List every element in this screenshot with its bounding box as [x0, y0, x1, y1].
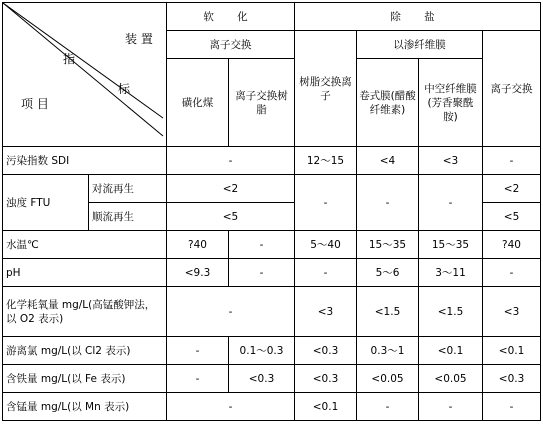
row-label: 含锰量 mg/L(以 Mn 表示) [3, 393, 167, 421]
spiral-membrane-header: 卷式膜(醋酸纤维素) [357, 59, 419, 147]
cell: <9.3 [167, 259, 229, 287]
cell: - [167, 365, 229, 393]
cell: <0.3 [483, 365, 541, 393]
cell: 15～35 [419, 231, 483, 259]
cell: 12～15 [295, 147, 357, 175]
cell: - [483, 147, 541, 175]
cell: 15～35 [357, 231, 419, 259]
cell: <2 [483, 175, 541, 203]
cell: - [167, 147, 295, 175]
table-row [3, 287, 541, 337]
cell: <0.1 [483, 337, 541, 365]
cell: <2 [167, 175, 295, 203]
cell: <5 [167, 203, 295, 231]
cell: ?40 [483, 231, 541, 259]
resin-ion-exchange-header: 树脂交换离子 [295, 31, 357, 147]
desal-ion-exchange-header: 离子交换 [483, 31, 541, 147]
row-label: 浊度 FTU [3, 175, 89, 231]
corner-diagonal-lines [3, 3, 166, 146]
cell: <3 [295, 287, 357, 337]
corner-header-cell [3, 3, 167, 147]
cell: <0.3 [295, 337, 357, 365]
corner-indicator-label: 指 [63, 52, 76, 66]
softening-header: 软 化 [167, 3, 295, 31]
cell: - [295, 175, 357, 231]
cell: <0.05 [419, 365, 483, 393]
table-row [3, 147, 541, 175]
cell: - [295, 259, 357, 287]
cell: <0.1 [295, 393, 357, 421]
corner-item-label: 项 目 [21, 97, 49, 111]
table-row [3, 259, 541, 287]
cell: <0.1 [419, 337, 483, 365]
hollow-fiber-header: 中空纤维膜(芳香聚酰胺) [419, 59, 483, 147]
ion-exchange-resin-header: 离子交换树脂 [229, 59, 295, 147]
corner-target-label: 标 [118, 82, 131, 96]
cell: <1.5 [357, 287, 419, 337]
cell: 5～6 [357, 259, 419, 287]
cell: - [167, 337, 229, 365]
cell: <3 [419, 147, 483, 175]
row-label: 污染指数 SDI [3, 147, 167, 175]
cell: 3～11 [419, 259, 483, 287]
corner-device-label: 装 置 [125, 32, 153, 46]
cell: 0.1～0.3 [229, 337, 295, 365]
permeation-membrane-header: 以渗纤维膜 [357, 31, 483, 59]
table-row [3, 393, 541, 421]
cell: <0.05 [357, 365, 419, 393]
cell: - [167, 393, 295, 421]
water-quality-table [2, 2, 541, 421]
row-label: 水温℃ [3, 231, 167, 259]
table-row [3, 231, 541, 259]
cell: - [357, 393, 419, 421]
cell: <0.3 [295, 365, 357, 393]
row-label: 游离氯 mg/L(以 Cl2 表示) [3, 337, 167, 365]
cell: - [229, 259, 295, 287]
cell: - [229, 231, 295, 259]
desalination-header: 除 盐 [295, 3, 541, 31]
row-label: 含铁量 mg/L(以 Fe 表示) [3, 365, 167, 393]
row-label: pH [3, 259, 167, 287]
table-row [3, 365, 541, 393]
cell: <3 [483, 287, 541, 337]
cell: - [167, 287, 295, 337]
sub-row-label: 对流再生 [89, 175, 167, 203]
cell: - [483, 259, 541, 287]
cell: - [419, 393, 483, 421]
cell: - [483, 393, 541, 421]
soft-ion-exchange-header: 离子交换 [167, 31, 295, 59]
cell: <1.5 [419, 287, 483, 337]
cell: 0.3～1 [357, 337, 419, 365]
cell: ?40 [167, 231, 229, 259]
cell: - [357, 175, 419, 231]
cell: <4 [357, 147, 419, 175]
cell: <0.3 [229, 365, 295, 393]
table-row [3, 175, 541, 203]
sulfonated-coal-header: 磺化煤 [167, 59, 229, 147]
row-label: 化学耗氧量 mg/L(高锰酸钾法，以 O2 表示) [3, 287, 167, 337]
cell: 5～40 [295, 231, 357, 259]
cell: - [419, 175, 483, 231]
cell: <5 [483, 203, 541, 231]
table-row [3, 337, 541, 365]
sub-row-label: 顺流再生 [89, 203, 167, 231]
